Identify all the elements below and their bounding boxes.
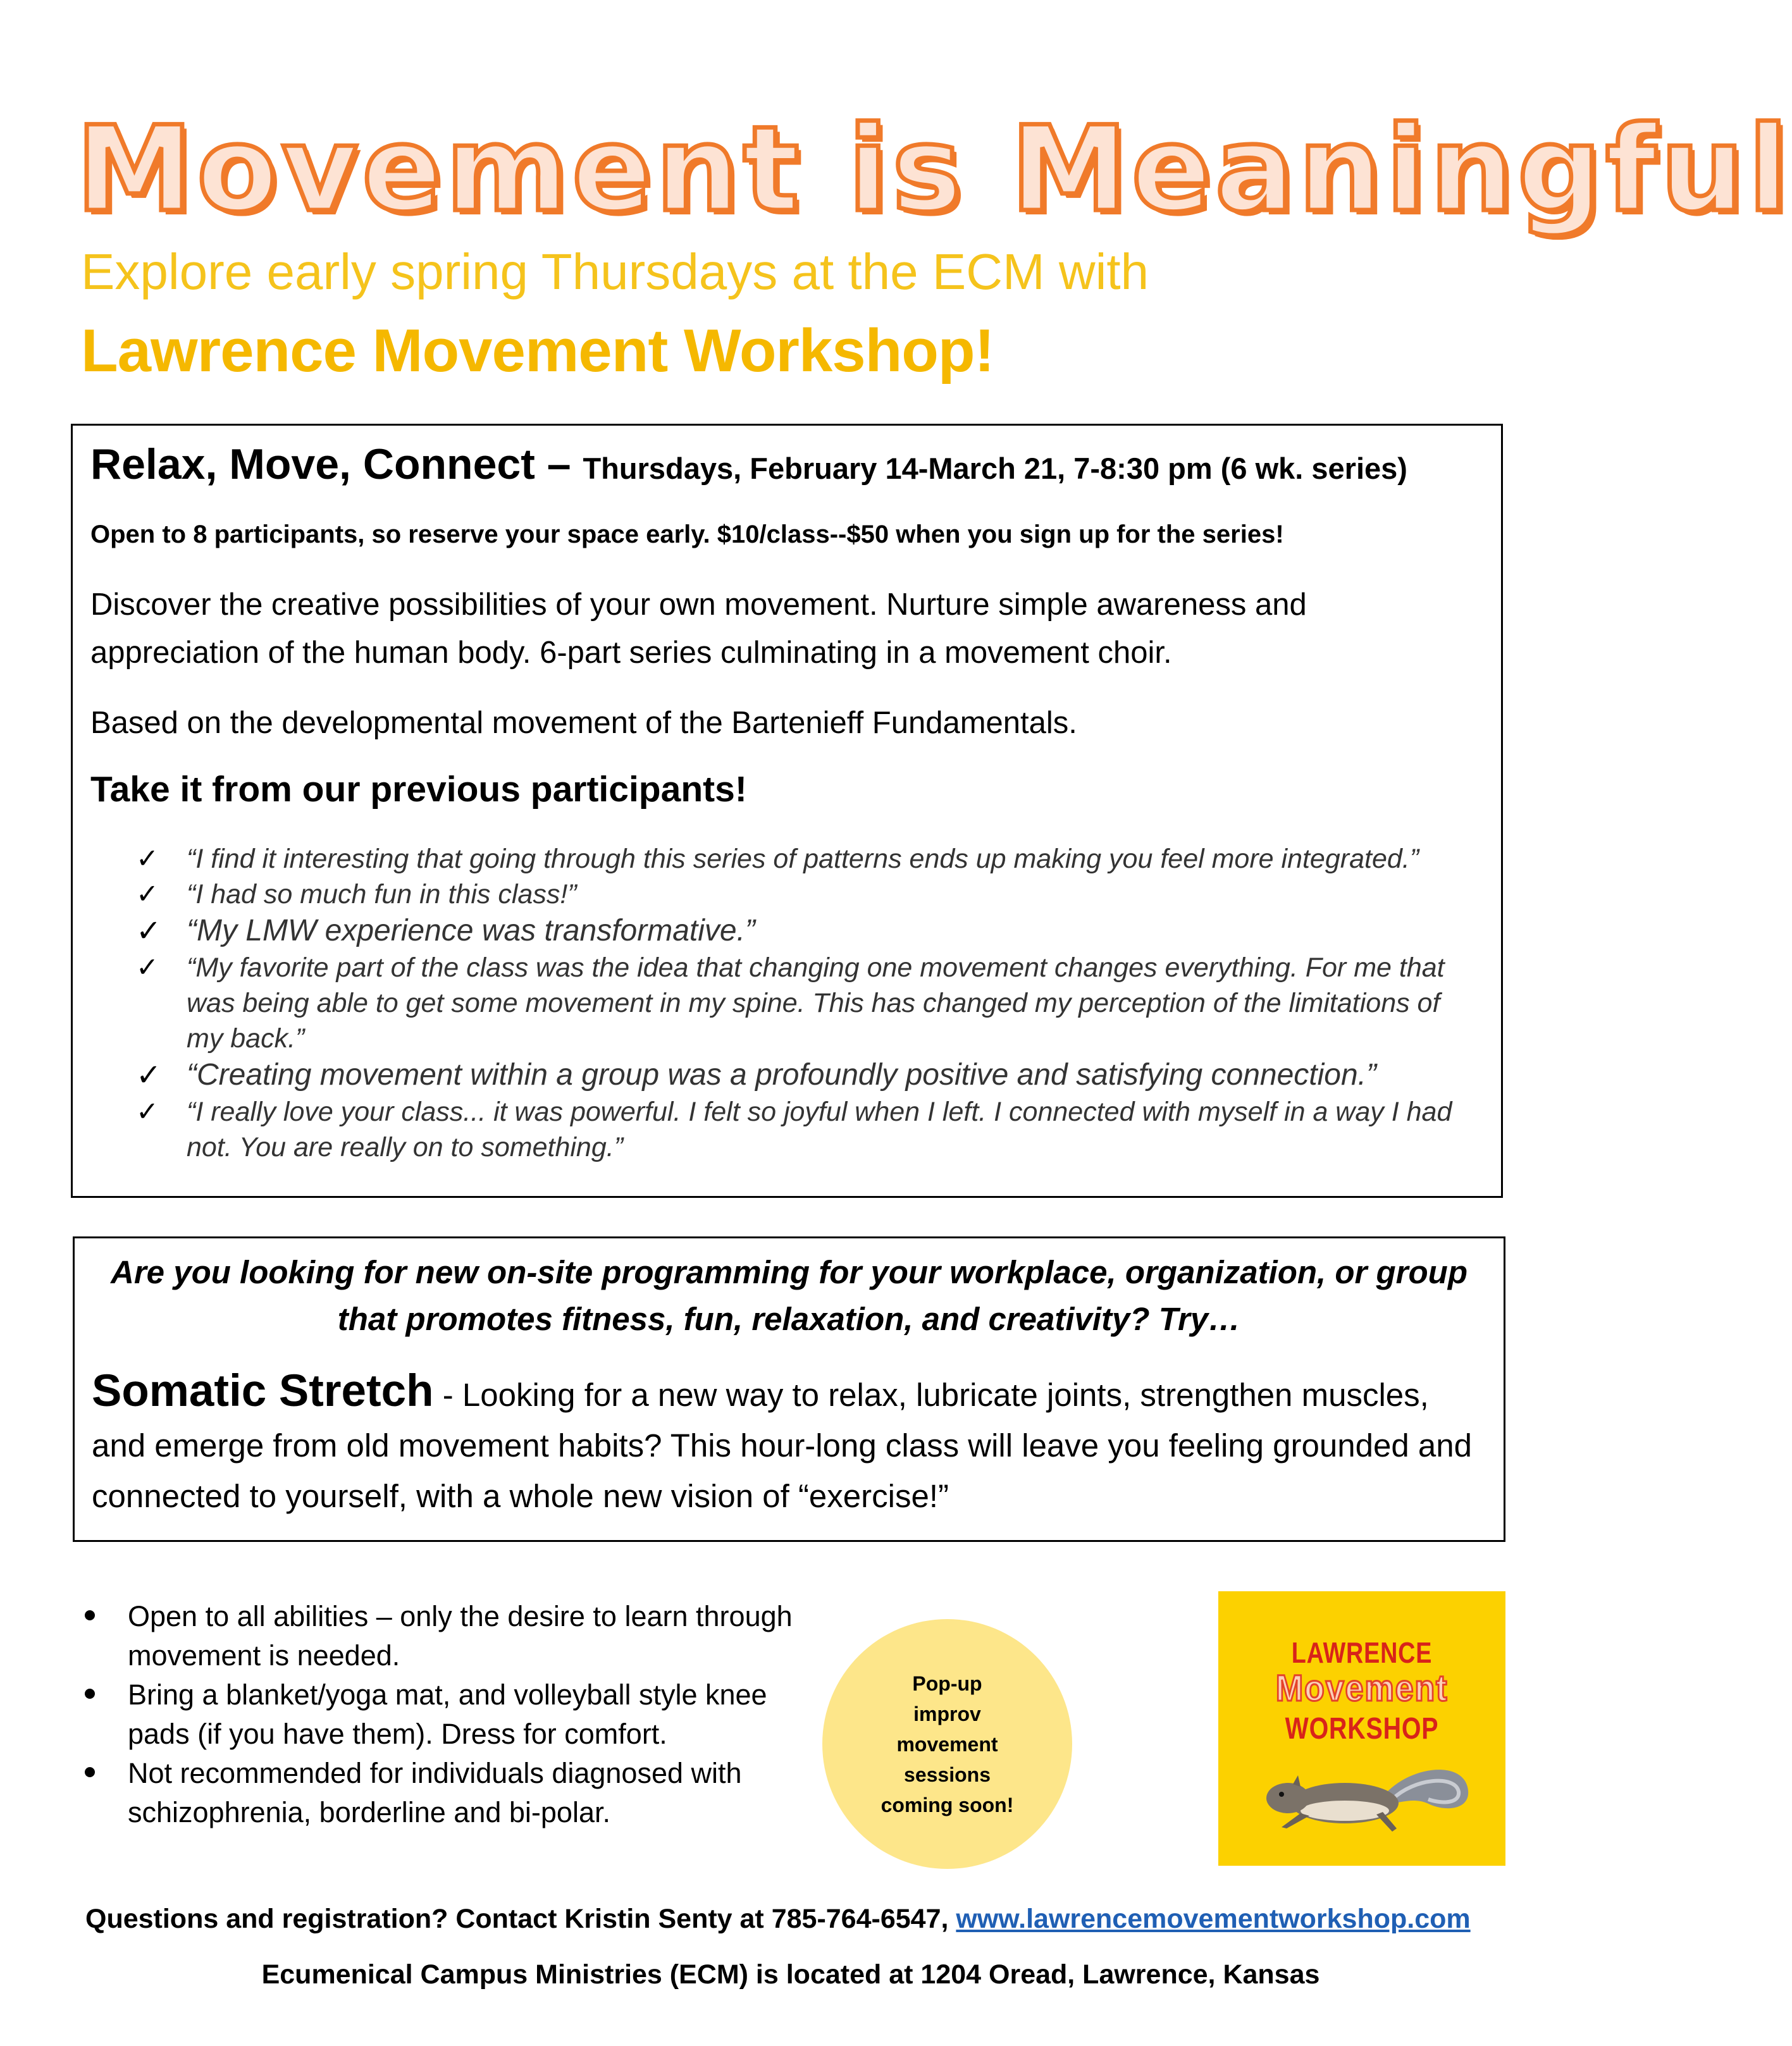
checkmark-icon: ✓ [136,913,162,949]
note-item: Not recommended for individuals diagnosed with schizophrenia, borderline and bi-polar. [82,1754,816,1832]
series-schedule: Thursdays, February 14-March 21, 7-8:30 pm (6 wk. series) [583,452,1407,485]
somatic-stretch-title: Somatic Stretch [92,1366,434,1416]
logo-text-lawrence: LAWRENCE [1291,1636,1433,1669]
testimonials-heading: Take it from our previous participants! [90,769,747,810]
subtitle-line-1: Explore early spring Thursdays at the ECM with [81,243,1149,300]
contact-text: Questions and registration? Contact Kristin Senty at 785-764-6547, [85,1904,956,1934]
checkmark-icon: ✓ [136,952,159,983]
squirrel-icon [1256,1753,1471,1841]
contact-line [85,1904,1471,1935]
lmw-logo [1218,1591,1505,1866]
testimonial-item [136,950,1483,1056]
testimonial-text: “Creating movement within a group was a profoundly positive and satisfying connection.” [187,1058,1376,1092]
note-item: Open to all abilities – only the desire to learn through movement is needed. [82,1597,816,1675]
testimonial-text: “I really love your class... it was powerful. I felt so joyful when I left. I connected with myself in a way I had not. You are really on to something.” [187,1097,1452,1162]
checkmark-icon: ✓ [136,1096,159,1128]
testimonial-text: “My LMW experience was transformative.” [187,914,755,947]
logo-text-workshop: WORKSHOP [1285,1712,1439,1746]
testimonial-item [136,877,1483,912]
page-title: Movement is Meaningful [76,101,1792,238]
website-link[interactable]: www.lawrencemovementworkshop.com [956,1904,1471,1934]
testimonial-item [136,841,1483,877]
series-open-note: Open to 8 participants, so reserve your space early. $10/class--$50 when you sign up for the series! [90,521,1284,548]
series-based-on: Based on the developmental movement of the Bartenieff Fundamentals. [90,706,1077,740]
testimonial-text: “I had so much fun in this class!” [187,879,577,909]
series-heading [90,440,1407,489]
subtitle-line-2: Lawrence Movement Workshop! [81,317,994,385]
checkmark-icon: ✓ [136,843,159,875]
notes-list [82,1597,816,1832]
somatic-stretch-block [92,1366,1483,1522]
note-item: Bring a blanket/yoga mat, and volleyball style knee pads (if you have them). Dress for comfort. [82,1675,816,1754]
somatic-stretch-description: - Looking for a new way to relax, lubricate joints, strengthen muscles, and emerge from old movement habits? This hour-long class will leave you feeling grounded and connected to yourself, with a whole new vision of “exercise!” [92,1377,1472,1514]
series-description: Discover the creative possibilities of your own movement. Nurture simple awareness and appreciation of the human body. 6-part series culminating in a movement choir. [90,588,1307,670]
checkmark-icon: ✓ [136,1057,162,1093]
logo-text-movement: Movement [1275,1668,1449,1709]
location-line: Ecumenical Campus Ministries (ECM) is located at 1204 Oread, Lawrence, Kansas [261,1959,1320,1990]
programming-question: Are you looking for new on-site programming for your workplace, organization, or group that promotes fitness, fun, relaxation, and creativity? Try… [111,1254,1468,1337]
popup-sessions-text: Pop-up improv movement sessions coming soon! [881,1672,1014,1816]
checkmark-icon: ✓ [136,878,159,910]
series-title: Relax, Move, Connect – [90,440,583,488]
testimonial-item [136,1094,1483,1165]
testimonial-text: “I find it interesting that going through this series of patterns ends up making you feel more integrated.” [187,844,1419,874]
testimonial-text: “My favorite part of the class was the idea that changing one movement changes everything. For me that was being able to get some movement in my spine. This has changed my perception of the limitations of my back.” [187,952,1445,1054]
testimonial-item [136,912,1483,950]
popup-sessions-badge [822,1619,1072,1869]
testimonial-item [136,1056,1483,1094]
testimonials-list [136,841,1483,1165]
